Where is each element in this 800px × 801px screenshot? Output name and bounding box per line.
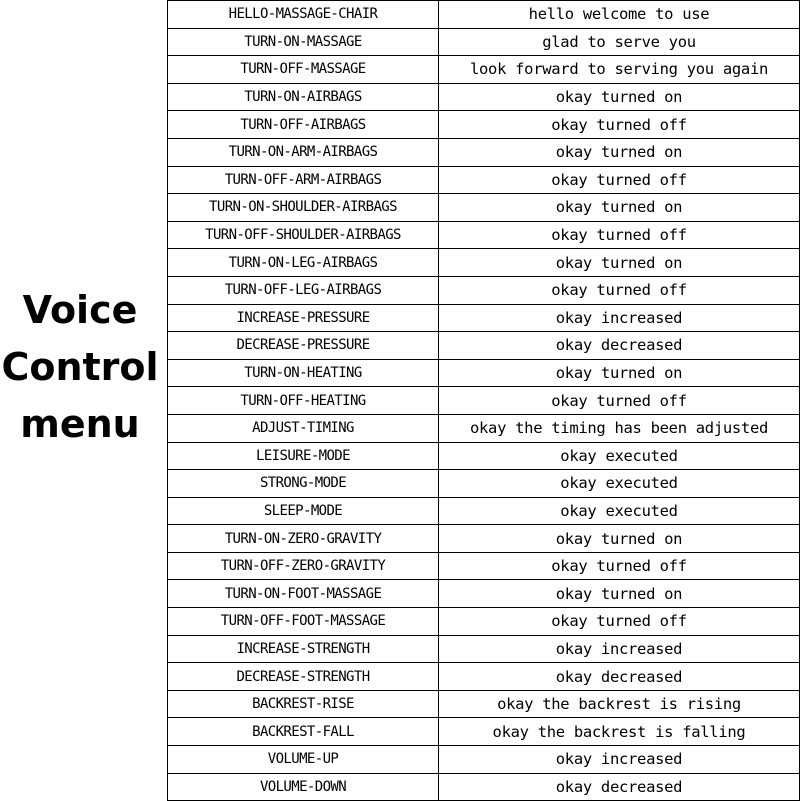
- table-row: [168, 276, 800, 304]
- command-cell: TURN-ON-ZERO-GRAVITY: [168, 525, 439, 553]
- table-row: [168, 56, 800, 84]
- table-row: [168, 608, 800, 636]
- command-cell: TURN-ON-SHOULDER-AIRBAGS: [168, 194, 439, 222]
- response-cell: okay increased: [439, 635, 800, 663]
- response-cell: okay increased: [439, 746, 800, 774]
- table-row: [168, 83, 800, 111]
- table-row: [168, 111, 800, 139]
- table-row: [168, 746, 800, 774]
- response-cell: okay turned off: [439, 276, 800, 304]
- response-cell: okay the backrest is falling: [439, 718, 800, 746]
- table-row: [168, 1, 800, 29]
- table-row: [168, 138, 800, 166]
- response-cell: okay turned off: [439, 387, 800, 415]
- command-cell: TURN-OFF-SHOULDER-AIRBAGS: [168, 221, 439, 249]
- table-row: [168, 470, 800, 498]
- command-cell: TURN-ON-FOOT-MASSAGE: [168, 580, 439, 608]
- table-row: [168, 304, 800, 332]
- table-row: [168, 525, 800, 553]
- title-line: Control: [1, 345, 159, 389]
- response-cell: okay the backrest is rising: [439, 690, 800, 718]
- response-cell: okay turned off: [439, 166, 800, 194]
- response-cell: okay decreased: [439, 773, 800, 801]
- response-cell: okay executed: [439, 442, 800, 470]
- command-cell: TURN-OFF-ZERO-GRAVITY: [168, 552, 439, 580]
- table-row: [168, 580, 800, 608]
- table-row: [168, 359, 800, 387]
- table-row: [168, 28, 800, 56]
- response-cell: okay turned off: [439, 608, 800, 636]
- table-row: [168, 718, 800, 746]
- response-cell: okay turned off: [439, 552, 800, 580]
- command-cell: VOLUME-DOWN: [168, 773, 439, 801]
- response-cell: okay turned off: [439, 111, 800, 139]
- command-cell: STRONG-MODE: [168, 470, 439, 498]
- response-cell: okay turned on: [439, 580, 800, 608]
- command-cell: SLEEP-MODE: [168, 497, 439, 525]
- response-cell: okay increased: [439, 304, 800, 332]
- command-cell: BACKREST-RISE: [168, 690, 439, 718]
- table-row: [168, 442, 800, 470]
- response-cell: okay decreased: [439, 663, 800, 691]
- command-cell: DECREASE-PRESSURE: [168, 332, 439, 360]
- table-row: [168, 194, 800, 222]
- command-cell: TURN-OFF-MASSAGE: [168, 56, 439, 84]
- title-line: Voice: [22, 288, 138, 332]
- response-cell: okay decreased: [439, 332, 800, 360]
- response-cell: okay turned on: [439, 83, 800, 111]
- table-row: [168, 387, 800, 415]
- table-row: [168, 249, 800, 277]
- response-cell: okay turned on: [439, 525, 800, 553]
- response-cell: hello welcome to use: [439, 1, 800, 29]
- table-row: [168, 663, 800, 691]
- table-row: [168, 166, 800, 194]
- response-cell: okay turned on: [439, 359, 800, 387]
- command-cell: TURN-OFF-ARM-AIRBAGS: [168, 166, 439, 194]
- command-cell: INCREASE-PRESSURE: [168, 304, 439, 332]
- command-cell: INCREASE-STRENGTH: [168, 635, 439, 663]
- table-row: [168, 773, 800, 801]
- response-cell: glad to serve you: [439, 28, 800, 56]
- command-cell: HELLO-MASSAGE-CHAIR: [168, 1, 439, 29]
- command-cell: TURN-ON-AIRBAGS: [168, 83, 439, 111]
- command-cell: VOLUME-UP: [168, 746, 439, 774]
- response-cell: okay executed: [439, 497, 800, 525]
- response-cell: okay turned off: [439, 221, 800, 249]
- table-row: [168, 552, 800, 580]
- command-cell: TURN-OFF-FOOT-MASSAGE: [168, 608, 439, 636]
- table-row: [168, 635, 800, 663]
- table-row: [168, 221, 800, 249]
- command-cell: TURN-ON-ARM-AIRBAGS: [168, 138, 439, 166]
- table-row: [168, 332, 800, 360]
- title-line: menu: [20, 402, 140, 446]
- response-cell: okay executed: [439, 470, 800, 498]
- command-cell: TURN-ON-HEATING: [168, 359, 439, 387]
- table-row: [168, 690, 800, 718]
- command-cell: TURN-OFF-LEG-AIRBAGS: [168, 276, 439, 304]
- command-cell: LEISURE-MODE: [168, 442, 439, 470]
- response-cell: okay turned on: [439, 249, 800, 277]
- command-cell: TURN-OFF-HEATING: [168, 387, 439, 415]
- response-cell: look forward to serving you again: [439, 56, 800, 84]
- response-cell: okay turned on: [439, 194, 800, 222]
- voice-command-table: [167, 0, 800, 801]
- command-cell: TURN-OFF-AIRBAGS: [168, 111, 439, 139]
- voice-command-table-body: [168, 1, 800, 801]
- command-cell: TURN-ON-MASSAGE: [168, 28, 439, 56]
- command-cell: TURN-ON-LEG-AIRBAGS: [168, 249, 439, 277]
- table-row: [168, 414, 800, 442]
- page-title: [0, 282, 160, 453]
- table-row: [168, 497, 800, 525]
- command-cell: ADJUST-TIMING: [168, 414, 439, 442]
- response-cell: okay turned on: [439, 138, 800, 166]
- command-cell: BACKREST-FALL: [168, 718, 439, 746]
- command-cell: DECREASE-STRENGTH: [168, 663, 439, 691]
- response-cell: okay the timing has been adjusted: [439, 414, 800, 442]
